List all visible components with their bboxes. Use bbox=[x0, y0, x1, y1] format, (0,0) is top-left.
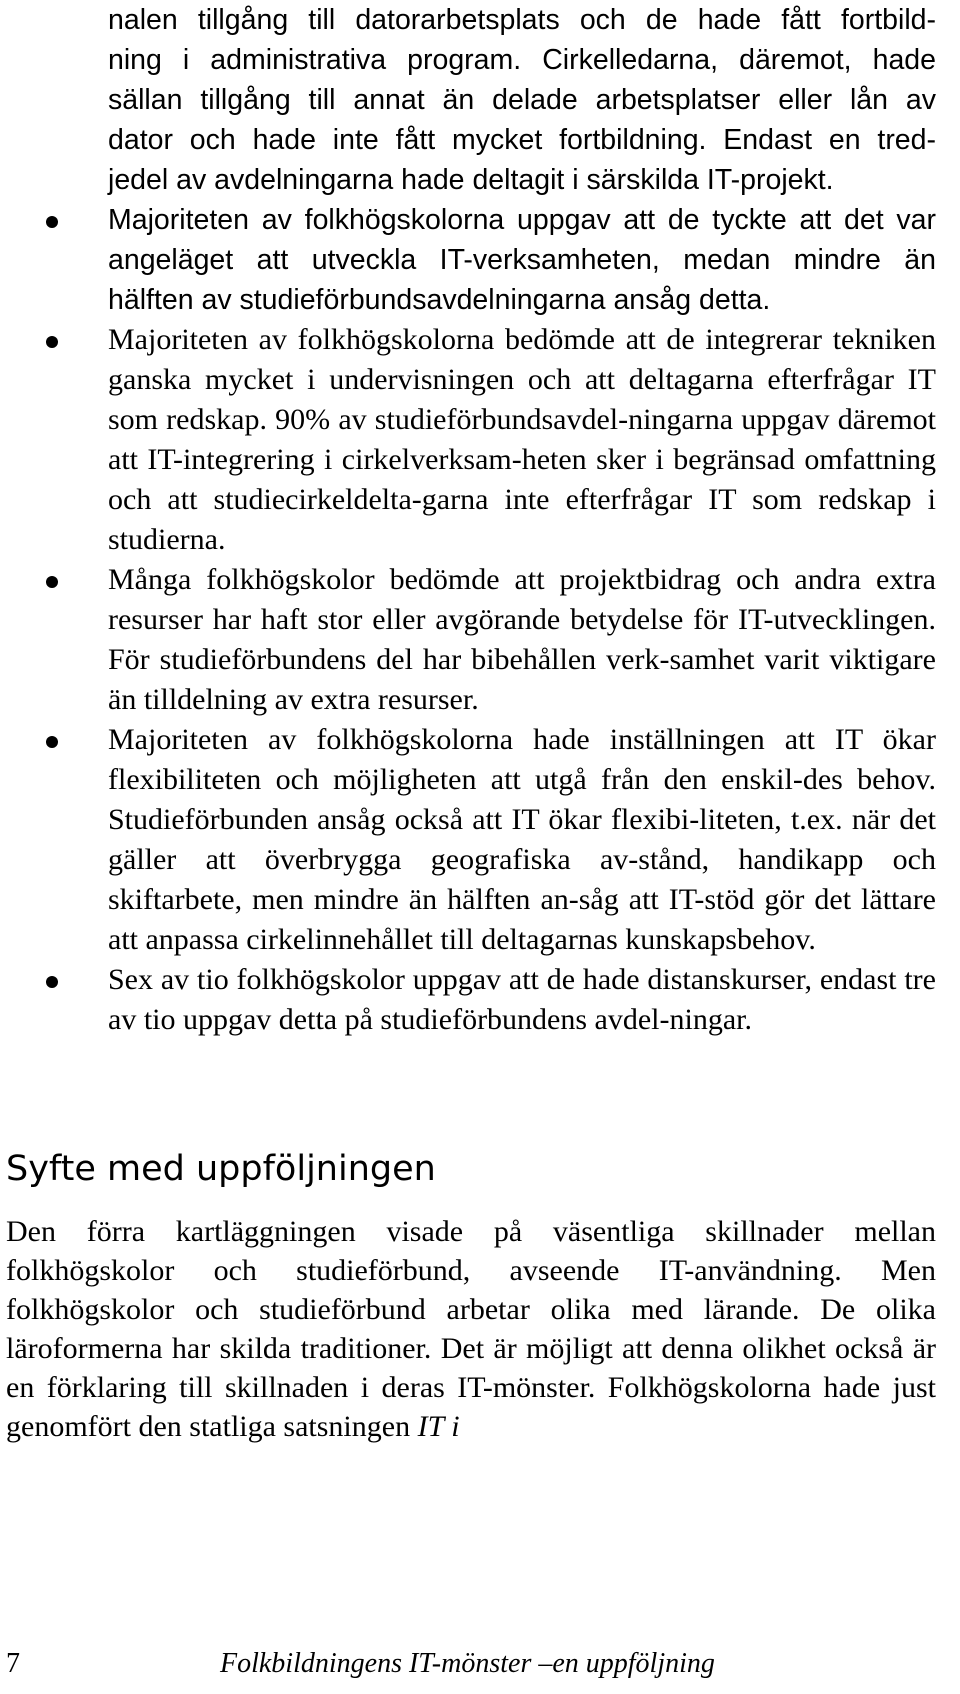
page-footer bbox=[6, 1644, 936, 1684]
page-number: 7 bbox=[6, 1648, 20, 1679]
intro-line: dator och hade inte fått mycket fortbildning. Endast en tred- bbox=[108, 124, 936, 156]
section-paragraph bbox=[6, 1212, 936, 1446]
list-item-text: Många folkhögskolor bedömde att projektbidrag och andra extra resurser har haft stor eller avgörande betydelse för IT-utvecklingen. För studieförbundens del har bibehållen verk-samhet varit viktigare än tilldelning av extra resurser. bbox=[108, 563, 936, 716]
list-item bbox=[36, 720, 936, 960]
list-item-text: Majoriteten av folkhögskolorna uppgav att de tyckte att det var angeläget att utveckla IT-verksamheten, medan mindre än hälften av studieförbundsavdelningarna ansåg detta. bbox=[108, 204, 936, 316]
section-heading: Syfte med uppföljningen bbox=[6, 1149, 436, 1189]
paragraph-text: Den förra kartläggningen visade på väsentliga skillnader mellan folkhögskolor och studieförbund, avseende IT-användning. Men folkhögskolor och studieförbund arbetar olika med lärande. De olika läroformerna har skilda traditioner. Det är möjligt att denna olikhet också är en förklaring till skillnaden i deras IT-mönster. Folkhögskolorna hade just genomfört den statliga satsningen bbox=[6, 1215, 936, 1443]
list-item-text: Majoriteten av folkhögskolorna hade inställningen att IT ökar flexibiliteten och möjligheten att utgå från den enskil-des behov. Studieförbunden ansåg också att IT ökar flexibi-liteten, t.ex. när det gäller att överbrygga geografiska av-stånd, handikapp och skiftarbete, men mindre än hälften an-såg att IT-stöd gör det lättare att anpassa cirkelinnehållet till deltagarnas kunskapsbehov. bbox=[108, 723, 936, 956]
list-item bbox=[36, 960, 936, 1040]
list-item bbox=[36, 200, 936, 320]
list-item bbox=[36, 560, 936, 720]
intro-line: jedel av avdelningarna hade deltagit i särskilda IT-projekt. bbox=[108, 164, 834, 196]
intro-line: sällan tillgång till annat än delade arbetsplatser eller lån av bbox=[108, 84, 936, 116]
intro-line: nalen tillgång till datorarbetsplats och de hade fått fortbild- bbox=[108, 4, 936, 36]
bullet-icon bbox=[46, 736, 58, 748]
bullet-icon bbox=[46, 576, 58, 588]
intro-line: ning i administrativa program. Cirkelledarna, däremot, hade bbox=[108, 44, 936, 76]
bullet-icon bbox=[46, 216, 58, 228]
list-item-text: Majoriteten av folkhögskolorna bedömde att de integrerar tekniken ganska mycket i undervisningen och att deltagarna efterfrågar IT som redskap. 90% av studieförbundsavdel-ningarna uppgav däremot att IT-integrering i cirkelverksam-heten sker i begränsad omfattning och att studiecirkeldelta-garna inte efterfrågar IT som redskap i studierna. bbox=[108, 323, 936, 556]
footer-title: Folkbildningens IT-mönster –en uppföljning bbox=[220, 1648, 715, 1679]
bullet-icon bbox=[46, 976, 58, 988]
list-item bbox=[36, 320, 936, 560]
summary-list bbox=[36, 0, 936, 1040]
bullet-icon bbox=[46, 336, 58, 348]
paragraph-italic-text: IT i bbox=[417, 1410, 460, 1443]
list-item-text: Sex av tio folkhögskolor uppgav att de hade distanskurser, endast tre av tio uppgav detta på studieförbundens avdel-ningar. bbox=[108, 963, 936, 1036]
intro-continuation bbox=[36, 0, 936, 200]
